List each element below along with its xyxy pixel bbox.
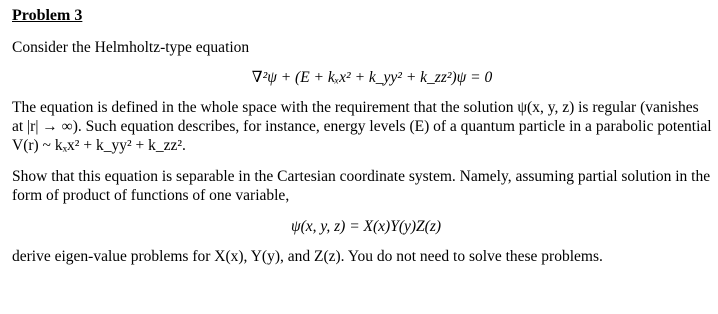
- separable-paragraph: Show that this equation is separable in the Cartesian coordinate system. Namely, assuming partial solution in the form of product of functions of one variable,: [12, 168, 711, 204]
- problem-title: Problem 3: [12, 7, 83, 24]
- domain-paragraph: The equation is defined in the whole space with the requirement that the solution ψ(x, y, z) is regular (vanishes at |r| → ∞). Such equation describes, for instance, energy levels (E) of a quantum particle in a parabolic potential V(r) ~ kₓx² + k_yy² + k_zz².: [12, 99, 712, 154]
- problem-document: [12, 6, 712, 266]
- product-equation: ψ(x, y, z) = X(x)Y(y)Z(z): [290, 218, 442, 235]
- helmholtz-equation: ∇²ψ + (E + kₓx² + k_yy² + k_zz²)ψ = 0: [251, 69, 493, 86]
- task-paragraph: derive eigen-value problems for X(x), Y(y), and Z(z). You do not need to solve these problems.: [12, 248, 603, 265]
- intro-text: Consider the Helmholtz-type equation: [12, 39, 250, 56]
